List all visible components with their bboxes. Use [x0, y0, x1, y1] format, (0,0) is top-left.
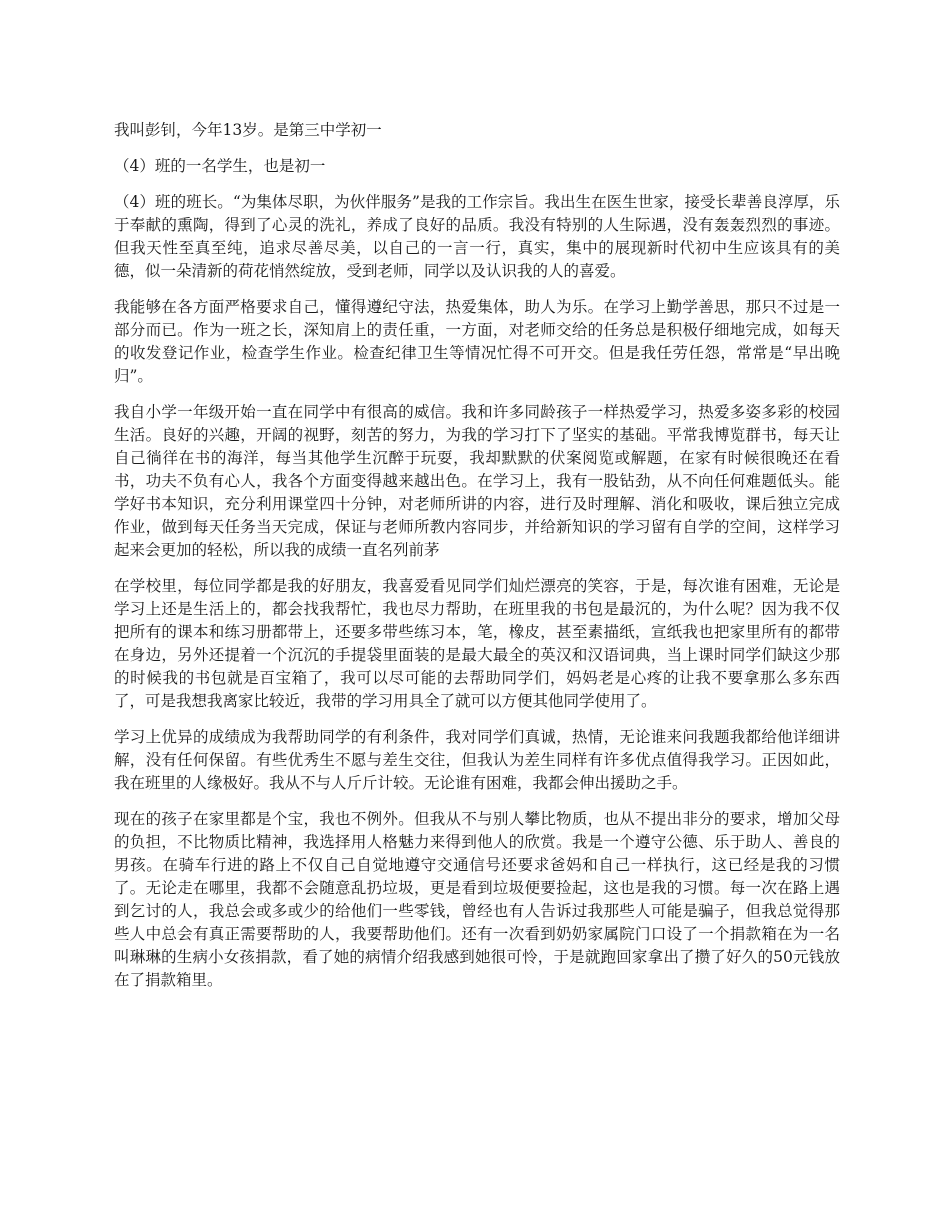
paragraph-good-grades: 学习上优异的成绩成为我帮助同学的有利条件，我对同学们真诚，热情，无论谁来问我题我都给他详细讲解，没有任何保留。有些优秀生不愿与差生交往，但我认为差生同样有许多优点值得我学习。正因如此，我在班里的人缘极好。我从不与人斤斤计较。无论谁有困难，我都会伸出援助之手。 — [114, 728, 840, 792]
paragraph-study-habits: 我自小学一年级开始一直在同学中有很高的威信。我和许多同龄孩子一样热爱学习，热爱多姿多彩的校园生活。良好的兴趣，开阔的视野，刻苦的努力，为我的学习打下了坚实的基础。平常我博览群书，每天让自己徜徉在书的海洋，每当其他学生沉醉于玩耍，我却默默的伏案阅览或解题，在家有时候很晚还在看书，功夫不负有心人，我各个方面变得越来越出色。在学习上，我有一股钻劲，从不向任何难题低头。能学好书本知识，充分利用课堂四十分钟，对老师所讲的内容，进行及时理解、消化和吸收，课后独立完成作业，做到每天任务当天完成，保证与老师所教内容同步，并给新知识的学习留有自学的空间，这样学习起来会更加的轻松，所以我的成绩一直名列前茅 — [114, 403, 840, 559]
paragraph-intro-line-2: （4）班的一名学生，也是初一 — [114, 157, 326, 175]
paragraph-self-discipline: 我能够在各方面严格要求自己，懂得遵纪守法，热爱集体，助人为乐。在学习上勤学善思，那只不过是一部分而已。作为一班之长，深知肩上的责任重，一方面，对老师交给的任务总是积极仔细地完成，如每天的收发登记作业，检查学生作业。检查纪律卫生等情况忙得不可开交。但是我任劳任怨，常常是“早出晚归”。 — [114, 298, 840, 385]
paragraph-class-monitor: （4）班的班长。“为集体尽职，为伙伴服务”是我的工作宗旨。我出生在医生世家，接受长辈善良淳厚，乐于奉献的熏陶，得到了心灵的洗礼，养成了良好的品质。我没有特别的人生际遇，没有轰轰烈烈的事迹。但我天性至真至纯，追求尽善尽美，以自己的一言一行，真实，集中的展现新时代初中生应该具有的美德，似一朵清新的荷花悄然绽放，受到老师，同学以及认识我的人的喜爱。 — [114, 193, 840, 280]
paragraph-helping-classmates: 在学校里，每位同学都是我的好朋友，我喜爱看见同学们灿烂漂亮的笑容，于是，每次谁有困难，无论是学习上还是生活上的，都会找我帮忙，我也尽力帮助，在班里我的书包是最沉的，为什么呢？因为我不仅把所有的课本和练习册都带上，还要多带些练习本，笔，橡皮，甚至素描纸，宣纸我也把家里所有的都带在身边，另外还提着一个沉沉的手提袋里面装的是最大最全的英汉和汉语词典，当上课时同学们缺这少那的时候我的书包就是百宝箱了，我可以尽可能的去帮助同学们，妈妈老是心疼的让我不要拿那么多东西了，可是我想我离家比较近，我带的学习用具全了就可以方便其他同学使用了。 — [114, 577, 840, 710]
paragraph-public-virtue: 现在的孩子在家里都是个宝，我也不例外。但我从不与别人攀比物质，也从不提出非分的要求，增加父母的负担，不比物质比精神，我选择用人格魅力来得到他人的欣赏。我是一个遵守公德、乐于助人、善良的男孩。在骑车行进的路上不仅自己自觉地遵守交通信号还要求爸妈和自己一样执行，这已经是我的习惯了。无论走在哪里，我都不会随意乱扔垃圾，更是看到垃圾便要捡起，这也是我的习惯。每一次在路上遇到乞讨的人，我总会或多或少的给他们一些零钱，曾经也有人告诉过我那些人可能是骗子，但我总觉得那些人中总会有真正需要帮助的人，我要帮助他们。还有一次看到奶奶家属院门口设了一个捐款箱在为一名叫琳琳的生病小女孩捐款，看了她的病情介绍我感到她很可怜，于是就跑回家拿出了攒了好久的50元钱放在了捐款箱里。 — [114, 810, 840, 989]
paragraph-intro-line-1: 我叫彭钊，今年13岁。是第三中学初一 — [114, 121, 382, 139]
document-body — [114, 119, 840, 1005]
